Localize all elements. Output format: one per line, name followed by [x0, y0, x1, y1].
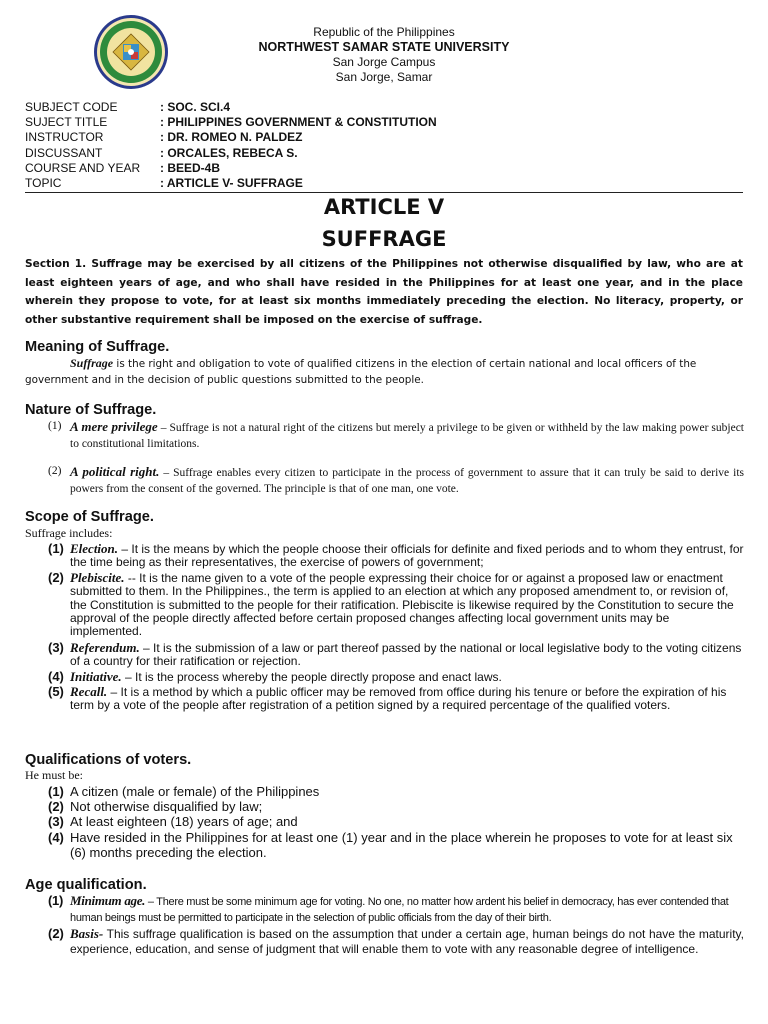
nature-item: [48, 419, 744, 452]
scope-text: -- It is the name given to a vote of the people expressing their choice for or against a proposed law or enactment submitted to them. In the Philippines., the term is applied to an election at which any proposed amendment to, or revision of, the Constitution is submitted to the people for their ratification. Plebiscite is likewise required by the Constitution to secure the approval of the people directly affected before certain proposed changes affecting local government units may be implemented.: [70, 570, 734, 639]
item-number: (3): [48, 814, 64, 830]
campus-address: San Jorge, Samar: [335, 70, 433, 84]
item-number: (1): [48, 893, 63, 908]
meaning-paragraph: [25, 355, 743, 388]
republic-line: Republic of the Philippines: [313, 25, 455, 39]
item-number: (3): [48, 639, 64, 655]
info-value: : SOC. SCI.4: [160, 100, 231, 114]
qualification-text: At least eighteen (18) years of age; and: [70, 814, 298, 830]
info-label: COURSE AND YEAR: [25, 160, 141, 175]
age-heading: Age qualification.: [25, 877, 147, 893]
campus-name: San Jorge Campus: [332, 55, 436, 69]
list-item: [48, 641, 744, 669]
scope-term: Referendum.: [70, 639, 140, 655]
list-item: [48, 571, 744, 639]
list-item: [48, 926, 744, 958]
qualification-text: A citizen (male or female) of the Philippines: [70, 784, 320, 799]
qualification-text: Not otherwise disqualified by law;: [70, 799, 263, 815]
scope-intro: Suffrage includes:: [25, 526, 113, 540]
nature-text: – Suffrage enables every citizen to participate in the process of government to assure that it can truly be said to derive its powers from the consent of the governed. The principle is that of one man, one vote.: [70, 467, 745, 495]
info-row-subject-code: [25, 100, 437, 115]
qualifications-intro: He must be:: [25, 768, 83, 782]
scope-text: – It is the process whereby the people directly propose and enact laws.: [121, 669, 502, 684]
scope-term: Recall.: [70, 684, 108, 700]
item-number: (1): [48, 420, 62, 432]
item-number: (2): [48, 799, 64, 815]
item-number: (4): [48, 668, 64, 684]
info-value: : ARTICLE V- SUFFRAGE: [160, 176, 303, 191]
list-item: [48, 893, 744, 926]
age-term: Basis-: [70, 926, 104, 941]
section-1-text: Section 1. Suffrage may be exercised by all citizens of the Philippines not otherwise disqualified by law, who are at least eighteen years of age, and who shall have resided in the Philippines for at least one year, and in the place wherein they propose to vote, for at least six months immediately preceding the election. No literacy, property, or other substantive requirement shall be imposed on the exercise of suffrage.: [25, 258, 743, 326]
nature-term: A political right.: [70, 464, 160, 479]
info-row-topic: [25, 176, 437, 191]
qualifications-list: [48, 784, 744, 860]
info-label: SUJECT TITLE: [25, 115, 108, 130]
article-subtitle: SUFFRAGE: [321, 227, 447, 251]
university-name: NORTHWEST SAMAR STATE UNIVERSITY: [258, 40, 510, 54]
info-row-instructor: [25, 130, 437, 145]
info-row-course-year: [25, 161, 437, 176]
scope-term: Plebiscite.: [70, 569, 125, 585]
course-info-block: [25, 100, 437, 191]
info-label: TOPIC: [25, 176, 62, 191]
age-text: This suffrage qualification is based on the assumption that under a certain age, human beings do not have the maturity, experience, education, and sense of judgment that will enable them to vote with any reasonable degree of intelligence.: [70, 927, 744, 957]
meaning-text: is the right and obligation to vote of qualified citizens in the election of certain national and local officers of the government and in the decision of public questions submitted to the people.: [25, 358, 697, 386]
nature-term: A mere privilege: [70, 419, 158, 434]
list-item: [48, 830, 744, 860]
qualifications-heading: Qualifications of voters.: [25, 752, 192, 768]
info-label: SUBJECT CODE: [25, 100, 118, 114]
item-number: (4): [48, 829, 64, 845]
list-item: [48, 542, 744, 570]
item-number: (5): [48, 684, 64, 700]
item-number: (1): [48, 541, 64, 556]
scope-list: [48, 542, 744, 713]
list-item: [48, 784, 744, 799]
article-title: ARTICLE V: [323, 195, 445, 219]
header-divider: [25, 192, 743, 193]
info-value: : BEED-4B: [160, 160, 221, 175]
age-list: [48, 893, 744, 958]
scope-text: – It is the means by which the people choose their officials for definite and fixed periods and to whom they entrust, for the time being as their representatives, the exercise of powers of government;: [70, 542, 744, 570]
meaning-heading: Meaning of Suffrage.: [25, 339, 170, 355]
item-number: (2): [48, 926, 64, 941]
nature-item: [48, 464, 744, 497]
scope-term: Election.: [70, 541, 119, 556]
item-number: (1): [48, 784, 64, 799]
info-row-discussant: [25, 146, 437, 161]
info-value: : PHILIPPINES GOVERNMENT & CONSTITUTION: [160, 115, 437, 130]
nature-text: – Suffrage is not a natural right of the citizens but merely a privilege to be given or withheld by the law making power subject to constitutional limitations.: [70, 422, 744, 450]
info-label: DISCUSSANT: [25, 145, 103, 160]
info-row-subject-title: [25, 115, 437, 130]
scope-text: – It is the submission of a law or part thereof passed by the national or local legislative body to the voting citizens of a country for their ratification or rejection.: [70, 640, 742, 669]
list-item: [48, 685, 744, 713]
item-number: (2): [48, 465, 62, 477]
item-number: (2): [48, 569, 64, 585]
info-value: : ORCALES, REBECA S.: [160, 145, 298, 160]
scope-heading: Scope of Suffrage.: [25, 509, 154, 525]
meaning-term: Suffrage: [70, 356, 114, 370]
nature-heading: Nature of Suffrage.: [25, 402, 157, 418]
list-item: [48, 799, 744, 814]
scope-text: – It is a method by which a public officer may be removed from office during his tenure or before the expiration of his term by a vote of the people after registration of a petition signed by a required percentage of the qualified voters.: [70, 685, 727, 713]
scope-term: Initiative.: [70, 668, 122, 684]
qualification-text: Have resided in the Philippines for at least one (1) year and in the place wherein he proposes to vote for at least six (6) months preceding the election.: [70, 829, 733, 860]
info-value: : DR. ROMEO N. PALDEZ: [160, 130, 303, 145]
age-term: Minimum age.: [70, 893, 146, 908]
list-item: [48, 670, 744, 684]
info-label: INSTRUCTOR: [25, 130, 104, 145]
list-item: [48, 814, 744, 829]
age-text: – There must be some minimum age for voting. No one, no matter how ardent his belief in democracy, has ever contended that human beings must be permitted to participate in the selection of public officials from the day of their birth.: [70, 896, 729, 924]
